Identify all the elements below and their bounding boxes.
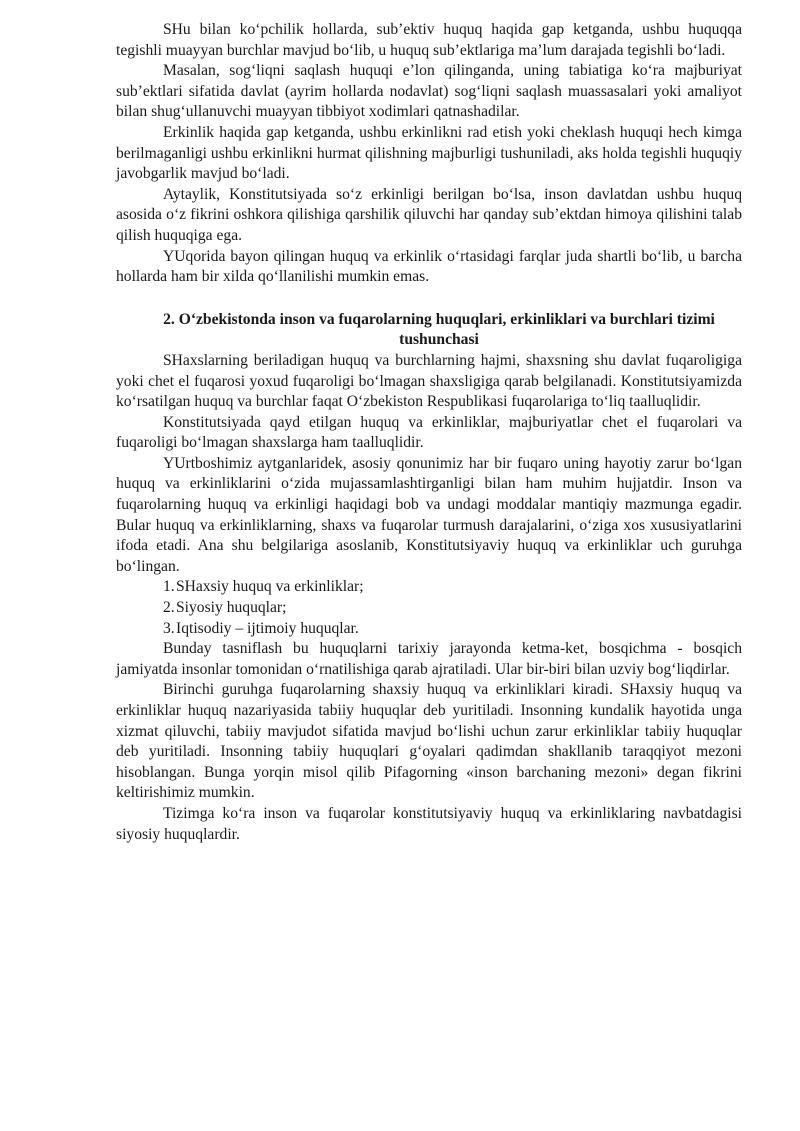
list-item <box>116 619 742 640</box>
section-heading: 2. O‘zbekistonda inson va fuqarolarning huquqlari, erkinliklari va burchlari tizimi tushunchasi <box>163 310 715 349</box>
paragraph: SHaxslarning beriladigan huquq va burchlarning hajmi, shaxsning shu davlat fuqaroligiga yoki chet el fuqarosi yoxud fuqaroligi bo‘lmagan shaxsligiga qarab belgilanadi. Konstitutsiyamizda ko‘rsatilgan huquq va burchlar faqat O‘zbekiston Respublikasi fuqarolariga to‘liq taalluqlidir. <box>116 351 742 411</box>
document-page <box>116 20 742 845</box>
paragraph: Tizimga ko‘ra inson va fuqarolar konstitutsiyaviy huquq va erkinliklaring navbatdagisi siyosiy huquqlardir. <box>116 804 742 843</box>
paragraph: Erkinlik haqida gap ketganda, ushbu erkinlikni rad etish yoki cheklash huquqi hech kimga berilmaganligi ushbu erkinlikni hurmat qilishning majburligi tushuniladi, aks holda tegishli huquqiy javobgarlik mavjud bo‘ladi. <box>116 123 742 183</box>
list-text: Iqtisodiy – ijtimoiy huquqlar. <box>176 619 359 637</box>
list-item <box>116 598 742 619</box>
list-text: SHaxsiy huquq va erkinliklar; <box>176 578 364 596</box>
rights-list <box>116 577 742 639</box>
list-number: 1. <box>163 578 175 596</box>
paragraph: Birinchi guruhga fuqarolarning shaxsiy huquq va erkinliklari kiradi. SHaxsiy huquq va erkinliklar huquq nazariyasida tabiiy huquqlar deb yuritiladi. Insonning kundalik hayotida unga xizmat qiluvchi, tabiiy mavjudot sifatida mavjud bo‘lishi uchun zarur erkinliklar tabiiy huquqlar deb yuritiladi. Insonning tabiiy huquqlari g‘oyalari qadimdan shakllanib taraqqiyot mezoni hisoblangan. Bunga yorqin misol qilib Pifagorning «inson barchaning mezoni» degan fikrini keltirishimiz mumkin. <box>116 681 742 802</box>
paragraph: Masalan, sog‘liqni saqlash huquqi e’lon qilinganda, uning tabiatiga ko‘ra majburiyat sub’ektlari sifatida davlat (ayrim hollarda nodavlat) sog‘liqni saqlash muassasalari yoki amaliyot bilan shug‘ullanuvchi muayyan tibbiyot xodimlari qatnashadilar. <box>116 62 742 121</box>
list-number: 3. <box>163 619 175 637</box>
paragraph: Konstitutsiyada qayd etilgan huquq va erkinliklar, majburiyatlar chet el fuqarolari va fuqaroligi bo‘lmagan shaxslarga ham taalluqlidir. <box>116 413 742 452</box>
list-item <box>116 577 742 598</box>
paragraph: SHu bilan ko‘pchilik hollarda, sub’ektiv huquq haqida gap ketganda, ushbu huquqqa tegishli muayyan burchlar mavjud bo‘lib, u huquq sub’ektlariga ma’lum darajada tegishli bo‘ladi. <box>116 21 742 59</box>
list-number: 2. <box>163 599 175 617</box>
paragraph: Aytaylik, Konstitutsiyada so‘z erkinligi berilgan bo‘lsa, inson davlatdan ushbu huquq asosida o‘z fikrini oshkora qilishiga qarshilik qiluvchi har qanday sub’ektdan himoya qilishini talab qilish huquqiga ega. <box>116 185 742 244</box>
paragraph: YUqorida bayon qilingan huquq va erkinlik o‘rtasidagi farqlar juda shartli bo‘lib, u barcha hollarda ham bir xilda qo‘llanilishi mumkin emas. <box>116 247 742 286</box>
paragraph: YUrtboshimiz aytganlaridek, asosiy qonunimiz har bir fuqaro uning hayotiy zarur bo‘lgan huquq va erkinliklarini o‘zida mujassamlashtirganligi bilan ham muhim hujjatdir. Inson va fuqarolarning huquq va erkinligi haqidagi bob va undagi moddalar mantiqiy mazmunga egadir. Bular huquq va erkinliklarning, shaxs va fuqarolar turmush darajalarini, o‘ziga xos xususiyatlarini ifoda etadi. Ana shu belgilariga asoslanib, Konstitutsiyaviy huquq va erkinliklar uch guruhga bo‘lingan. <box>116 454 742 575</box>
list-text: Siyosiy huquqlar; <box>176 599 287 617</box>
paragraph: Bunday tasniflash bu huquqlarni tarixiy jarayonda ketma-ket, bosqichma - bosqich jamiyatda insonlar tomonidan o‘rnatilishiga qarab ajratiladi. Ular bir-biri bilan uzviy bog‘liqdirlar. <box>116 640 742 678</box>
